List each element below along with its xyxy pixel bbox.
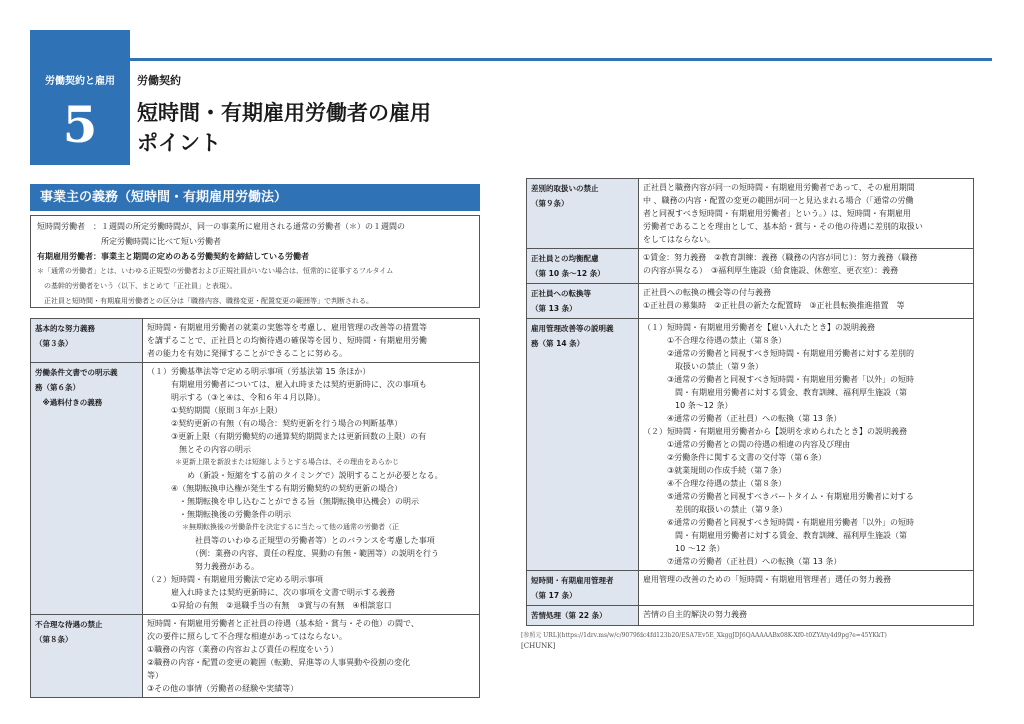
row-heading-line: 労働条件文書での明示義 — [35, 368, 118, 377]
row-content-line: ①通常の労働者との間の待遇の相違の内容及び理由 — [643, 440, 851, 449]
table-row — [527, 179, 974, 249]
row-heading-line: 差別的取扱いの禁止 — [531, 184, 599, 193]
row-content-line: 苦情の自主的解決の努力義務 — [643, 610, 747, 619]
row-content-line: ③更新上限（有期労働契約の通算契約期間または更新回数の上限）の有 — [147, 432, 427, 441]
table-row — [31, 615, 480, 698]
row-content-line: ④通常の労働者（正社員）への転換（第 13 条） — [643, 414, 842, 423]
row-heading — [527, 319, 639, 571]
row-content-line: ④不合理な待遇の禁止（第８条） — [643, 479, 787, 488]
row-content-line: 有期雇用労働者については、雇入れ時または契約更新時に、次の事項も — [147, 380, 427, 389]
definition-note: の基幹的労働者をいう（以下、まとめて「正社員」と表現）。 — [37, 282, 237, 290]
right-obligations-table — [526, 178, 974, 626]
row-heading — [31, 363, 143, 615]
row-content-line: 中 、職務の内容・配置の変更の範囲が同一と見込まれる場合（「通常の労働 — [643, 196, 914, 205]
row-heading-line: （第３条） — [35, 339, 73, 348]
row-content-line: ・無期転換後の労働条件の明示 — [147, 510, 291, 519]
row-content — [639, 179, 974, 249]
row-content-line: ①正社員の募集時 ②正社員の新たな配置時 ③正社員転換推進措置 等 — [643, 301, 905, 310]
row-content-line: ⑤通常の労働者と同視すべきパートタイム・有期雇用労働者に対する — [643, 492, 914, 501]
row-content-line: をしてはならない。 — [643, 235, 715, 244]
row-heading-line: 務（第 14 条） — [531, 339, 585, 348]
row-content-line: 間・有期雇用労働者に対する賃金、教育訓練、福利厚生施設（第 — [643, 388, 907, 397]
row-content — [639, 284, 974, 319]
row-content-line: 労働者であることを理由として、基本給・賞与・その他の待遇に差別的取扱い — [643, 222, 923, 231]
definition-line: 有期雇用労働者：事業主と期間の定めのある労働契約を締結している労働者 — [37, 252, 309, 261]
row-content — [639, 249, 974, 284]
row-content-line: 者と同視すべき短時間・有期雇用労働者」という。）は、短時間・有期雇用 — [643, 209, 911, 218]
row-content-line: （例：業務の内容、責任の程度、異動の有無・範囲等）の説明を行う — [147, 549, 439, 558]
row-heading-line: 正社員への転換等 — [531, 289, 591, 298]
table-row — [527, 571, 974, 606]
row-content-line: ①不合理な待遇の禁止（第８条） — [643, 336, 787, 345]
section-label: 労働契約と雇用 — [45, 76, 115, 87]
row-content — [639, 571, 974, 606]
row-content-line: ①昇給の有無 ②退職手当の有無 ③賞与の有無 ④相談窓口 — [147, 601, 392, 610]
row-content-line: ＊更新上限を新設または短縮しようとする場合は、その理由をあらかじ — [147, 458, 399, 466]
row-content-line: 短時間・有期雇用労働者の就業の実態等を考慮し、雇用管理の改善等の措置等 — [147, 323, 427, 332]
row-heading — [527, 249, 639, 284]
row-content-line: 努力義務がある。 — [147, 562, 259, 571]
left-obligations-table — [30, 318, 480, 698]
definition-line: 所定労働時間に比べて短い労働者 — [37, 237, 221, 246]
row-heading-line: 短時間・有期雇用管理者 — [531, 576, 614, 585]
row-content-line: め（新設・短縮をする前のタイミングで）説明することが必要となる。 — [147, 471, 443, 480]
row-content-line: 差別的取扱いの禁止（第９条） — [643, 505, 787, 514]
row-content-line: 者の能力を有効に発揮することができることに努める。 — [147, 349, 347, 358]
category-label: 労働契約 — [137, 74, 181, 87]
table-row — [31, 363, 480, 615]
row-heading — [527, 606, 639, 626]
table-row — [527, 319, 974, 571]
obligations-banner: 事業主の義務（短時間・有期雇用労働法） — [30, 184, 480, 211]
table-row — [527, 249, 974, 284]
table-row — [527, 284, 974, 319]
row-content-line: 次の要件に照らして不合理な相違があってはならない。 — [147, 632, 347, 641]
row-heading — [31, 319, 143, 363]
row-content — [143, 319, 480, 363]
definition-note: 正社員と短時間・有期雇用労働者との区分は「職務内容、職務変更・配置変更の範囲等」で判断される。 — [37, 297, 373, 305]
row-content — [143, 615, 480, 698]
row-heading — [31, 615, 143, 698]
row-content — [143, 363, 480, 615]
row-content-line: （２）短時間・有期雇用労働者から【説明を求められたとき】の説明義務 — [643, 427, 907, 436]
page-title: 短時間・有期雇用労働者の雇用 ポイント — [137, 101, 431, 155]
row-content-line: 明示する（③と④は、令和６年４月以降）。 — [147, 393, 326, 402]
row-content-line: 正社員への転換の機会等の付与義務 — [643, 288, 771, 297]
row-heading-line: 不合理な待遇の禁止 — [35, 620, 103, 629]
row-heading-line: （第８条） — [35, 635, 73, 644]
row-content-line: ②通常の労働者と同視すべき短時間・有期雇用労働者に対する差別的 — [643, 349, 915, 358]
table-row — [31, 319, 480, 363]
row-content-line: （１）労働基準法等で定める明示事項（労基法第 15 条ほか） — [147, 367, 371, 376]
table-row — [527, 606, 974, 626]
row-content-line: 無とその内容の明示 — [147, 445, 251, 454]
row-heading — [527, 571, 639, 606]
row-content — [639, 319, 974, 571]
row-content-line: ③就業規則の作成手続（第７条） — [643, 466, 787, 475]
row-content-line: 正社員と職務内容が同一の短時間・有期雇用労働者であって、その雇用期間 — [643, 183, 915, 192]
row-heading-line: （第 17 条） — [531, 591, 577, 600]
section-number: 5 — [62, 95, 98, 154]
definitions-box — [30, 215, 480, 308]
row-content-line: 短時間・有期雇用労働者と正社員の待遇（基本給・賞与・その他）の間で、 — [147, 619, 419, 628]
header-rule — [130, 58, 992, 61]
row-content-line: ②契約更新の有無（有の場合：契約更新を行う場合の判断基準） — [147, 419, 403, 428]
row-content-line: 社員等のいわゆる正規型の労働者等）とのバランスを考慮した事項 — [147, 536, 435, 545]
row-content-line: ③その他の事情（労働者の経験や実績等） — [147, 684, 299, 693]
row-heading-line: 基本的な努力義務 — [35, 324, 95, 333]
row-content-line: ①賃金：努力義務 ②教育訓練：義務（職務の内容が同じ）：努力義務（職務 — [643, 253, 918, 262]
row-heading-line: （第 10 条〜12 条） — [531, 269, 605, 278]
row-content-line: 取扱いの禁止（第９条） — [643, 362, 763, 371]
row-heading-line: 雇用管理改善等の説明義 — [531, 324, 614, 333]
row-content-line: ①契約期間（原則３年が上限） — [147, 406, 283, 415]
row-heading-line: 務（第６条） — [35, 383, 80, 392]
row-content-line: 雇用管理の改善のための「短時間・有期雇用管理者」選任の努力義務 — [643, 575, 891, 584]
definition-note: ＊「通常の労働者」とは、いわゆる正規型の労働者および正規社員がいない場合は、恒常的に従事するフルタイム — [37, 267, 394, 275]
row-content-line: （１）短時間・有期雇用労働者を【雇い入れたとき】の説明義務 — [643, 323, 875, 332]
row-content-line: 10 〜12 条） — [643, 544, 725, 553]
row-content-line: 間・有期雇用労働者に対する賃金、教育訓練、福利厚生施設（第 — [643, 531, 907, 540]
row-content-line: ＊無期転換後の労働条件を決定するに当たって他の通常の労働者（正 — [147, 523, 399, 531]
row-content-line: ③通常の労働者と同視すべき短時間・有期雇用労働者「以外」の短時 — [643, 375, 915, 384]
chunk-marker: [CHUNK] — [521, 642, 556, 650]
row-heading-line: ※過料付きの義務 — [35, 398, 103, 407]
row-content-line: ②労働条件に関する文書の交付等（第６条） — [643, 453, 827, 462]
row-heading — [527, 179, 639, 249]
row-content-line: ④（無期転換申込権が発生する有期労働契約の契約更新の場合） — [147, 484, 403, 493]
row-content-line: 10 条〜12 条） — [643, 401, 733, 410]
row-content-line: の内容が異なる） ③福利厚生施設（給食施設、休憩室、更衣室）：義務 — [643, 266, 899, 275]
row-content-line: ②職務の内容・配置の変更の範囲（転勤、昇進等の人事異動や役割の変化 — [147, 658, 411, 667]
row-content-line: ①職務の内容（業務の内容および責任の程度をいう） — [147, 645, 339, 654]
row-content-line: ・無期転換を申し込むことができる旨（無期転換申込機会）の明示 — [147, 497, 419, 506]
row-heading-line: 苦情処理（第 22 条） — [531, 611, 607, 620]
row-content-line: を講ずることで、正社員との均衡待遇の確保等を図り、短時間・有期雇用労働 — [147, 336, 427, 345]
row-content-line: （２）短時間・有期雇用労働法で定める明示事項 — [147, 575, 323, 584]
row-heading-line: （第９条） — [531, 199, 569, 208]
definition-line: 短時間労働者 ：１週間の所定労働時間が、同一の事業所に雇用される通常の労働者（＊）の１週間の — [37, 222, 405, 231]
row-heading-line: （第 13 条） — [531, 304, 577, 313]
row-heading-line: 正社員との均衡配慮 — [531, 254, 599, 263]
row-content-line: 等） — [147, 671, 163, 680]
reference-link[interactable]: [参照元 URL](https://1drv.ms/w/c/9079fdc4fd123b20/ESA7Ev5E_XkggJDJ6QAAAAABx08K-Xf0-t0ZYAty4d9pg?e=45YKkT) — [521, 632, 887, 639]
row-heading — [527, 284, 639, 319]
row-content-line: ⑥通常の労働者と同視すべき短時間・有期雇用労働者「以外」の短時 — [643, 518, 915, 527]
row-content — [639, 606, 974, 626]
row-content-line: ⑦通常の労働者（正社員）への転換（第 13 条） — [643, 557, 842, 566]
row-content-line: 雇入れ時または契約更新時に、次の事項を文書で明示する義務 — [147, 588, 395, 597]
